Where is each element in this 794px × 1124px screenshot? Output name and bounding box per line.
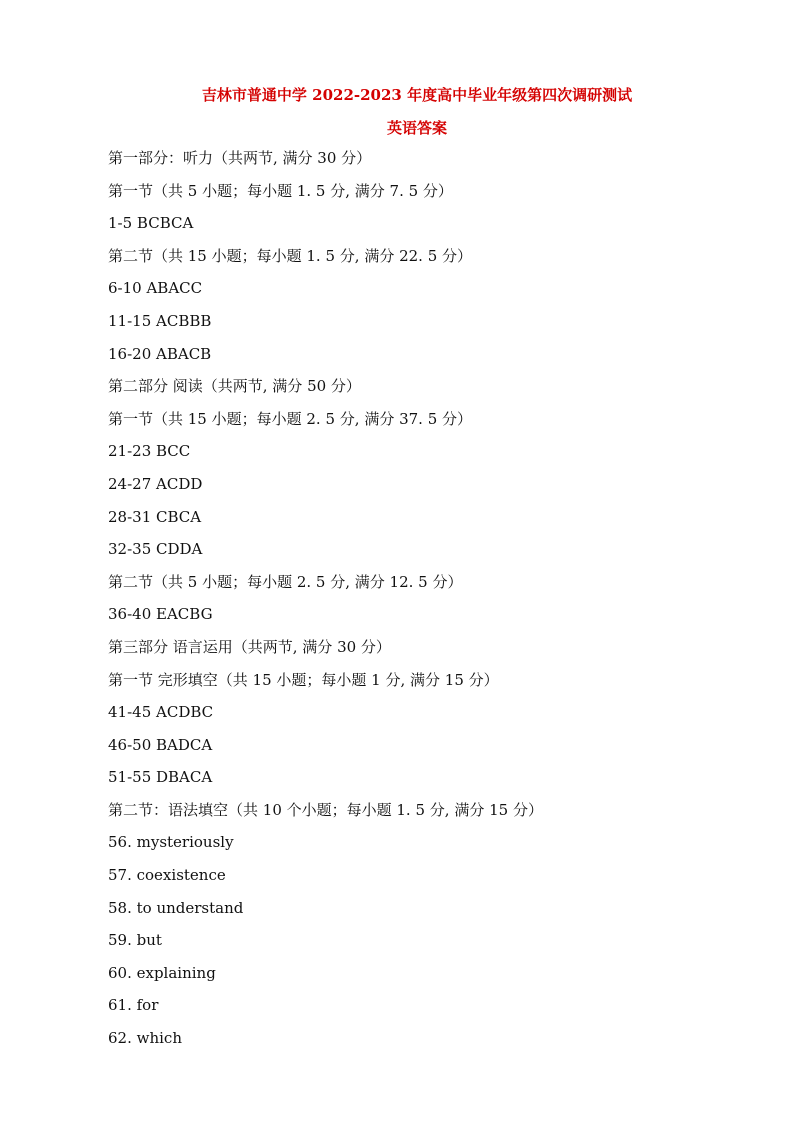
answer-line: 58. to understand [108,898,244,917]
subsection-heading: 第一节 完形填空（共 15 小题；每小题 1 分, 满分 15 分） [108,670,499,689]
answer-line: 61. for [108,996,159,1015]
answer-line: 11-15 ACBBB [108,311,212,330]
answer-list [108,147,768,1060]
section-heading-listening: 第一部分：听力（共两节, 满分 30 分） [108,149,372,167]
answer-line: 46-50 BADCA [108,735,213,754]
subsection-heading: 第二节（共 5 小题；每小题 2. 5 分, 满分 12. 5 分） [108,572,463,591]
answer-line: 1-5 BCBCA [108,214,194,233]
document-title: 吉林市普通中学 2022-2023 年度高中毕业年级第四次调研测试 [201,86,633,104]
answer-line: 41-45 ACDBC [108,703,214,722]
answer-line: 59. but [108,931,162,950]
subsection-heading: 第一节（共 5 小题；每小题 1. 5 分, 满分 7. 5 分） [108,181,453,200]
subsection-heading: 第二节：语法填空（共 10 个小题；每小题 1. 5 分, 满分 15 分） [108,800,543,819]
answer-line: 36-40 EACBG [108,605,213,624]
answer-line: 62. which [108,1029,182,1048]
document-subtitle: 英语答案 [386,119,447,137]
answer-line: 16-20 ABACB [108,344,212,363]
answer-line: 32-35 CDDA [108,540,203,559]
section-heading-language-use: 第三部分 语言运用（共两节, 满分 30 分） [108,637,391,656]
section-heading-reading: 第二部分 阅读（共两节, 满分 50 分） [108,377,361,396]
answer-line: 56. mysteriously [108,833,234,852]
answer-line: 60. explaining [108,963,216,982]
answer-line: 6-10 ABACC [108,279,203,298]
subsection-heading: 第二节（共 15 小题；每小题 1. 5 分, 满分 22. 5 分） [108,246,473,265]
subsection-heading: 第一节（共 15 小题；每小题 2. 5 分, 满分 37. 5 分） [108,409,473,428]
answer-line: 21-23 BCC [108,442,191,461]
answer-line: 57. coexistence [108,866,226,885]
answer-line: 28-31 CBCA [108,507,202,526]
answer-line: 51-55 DBACA [108,768,213,787]
answer-line: 24-27 ACDD [108,474,203,493]
